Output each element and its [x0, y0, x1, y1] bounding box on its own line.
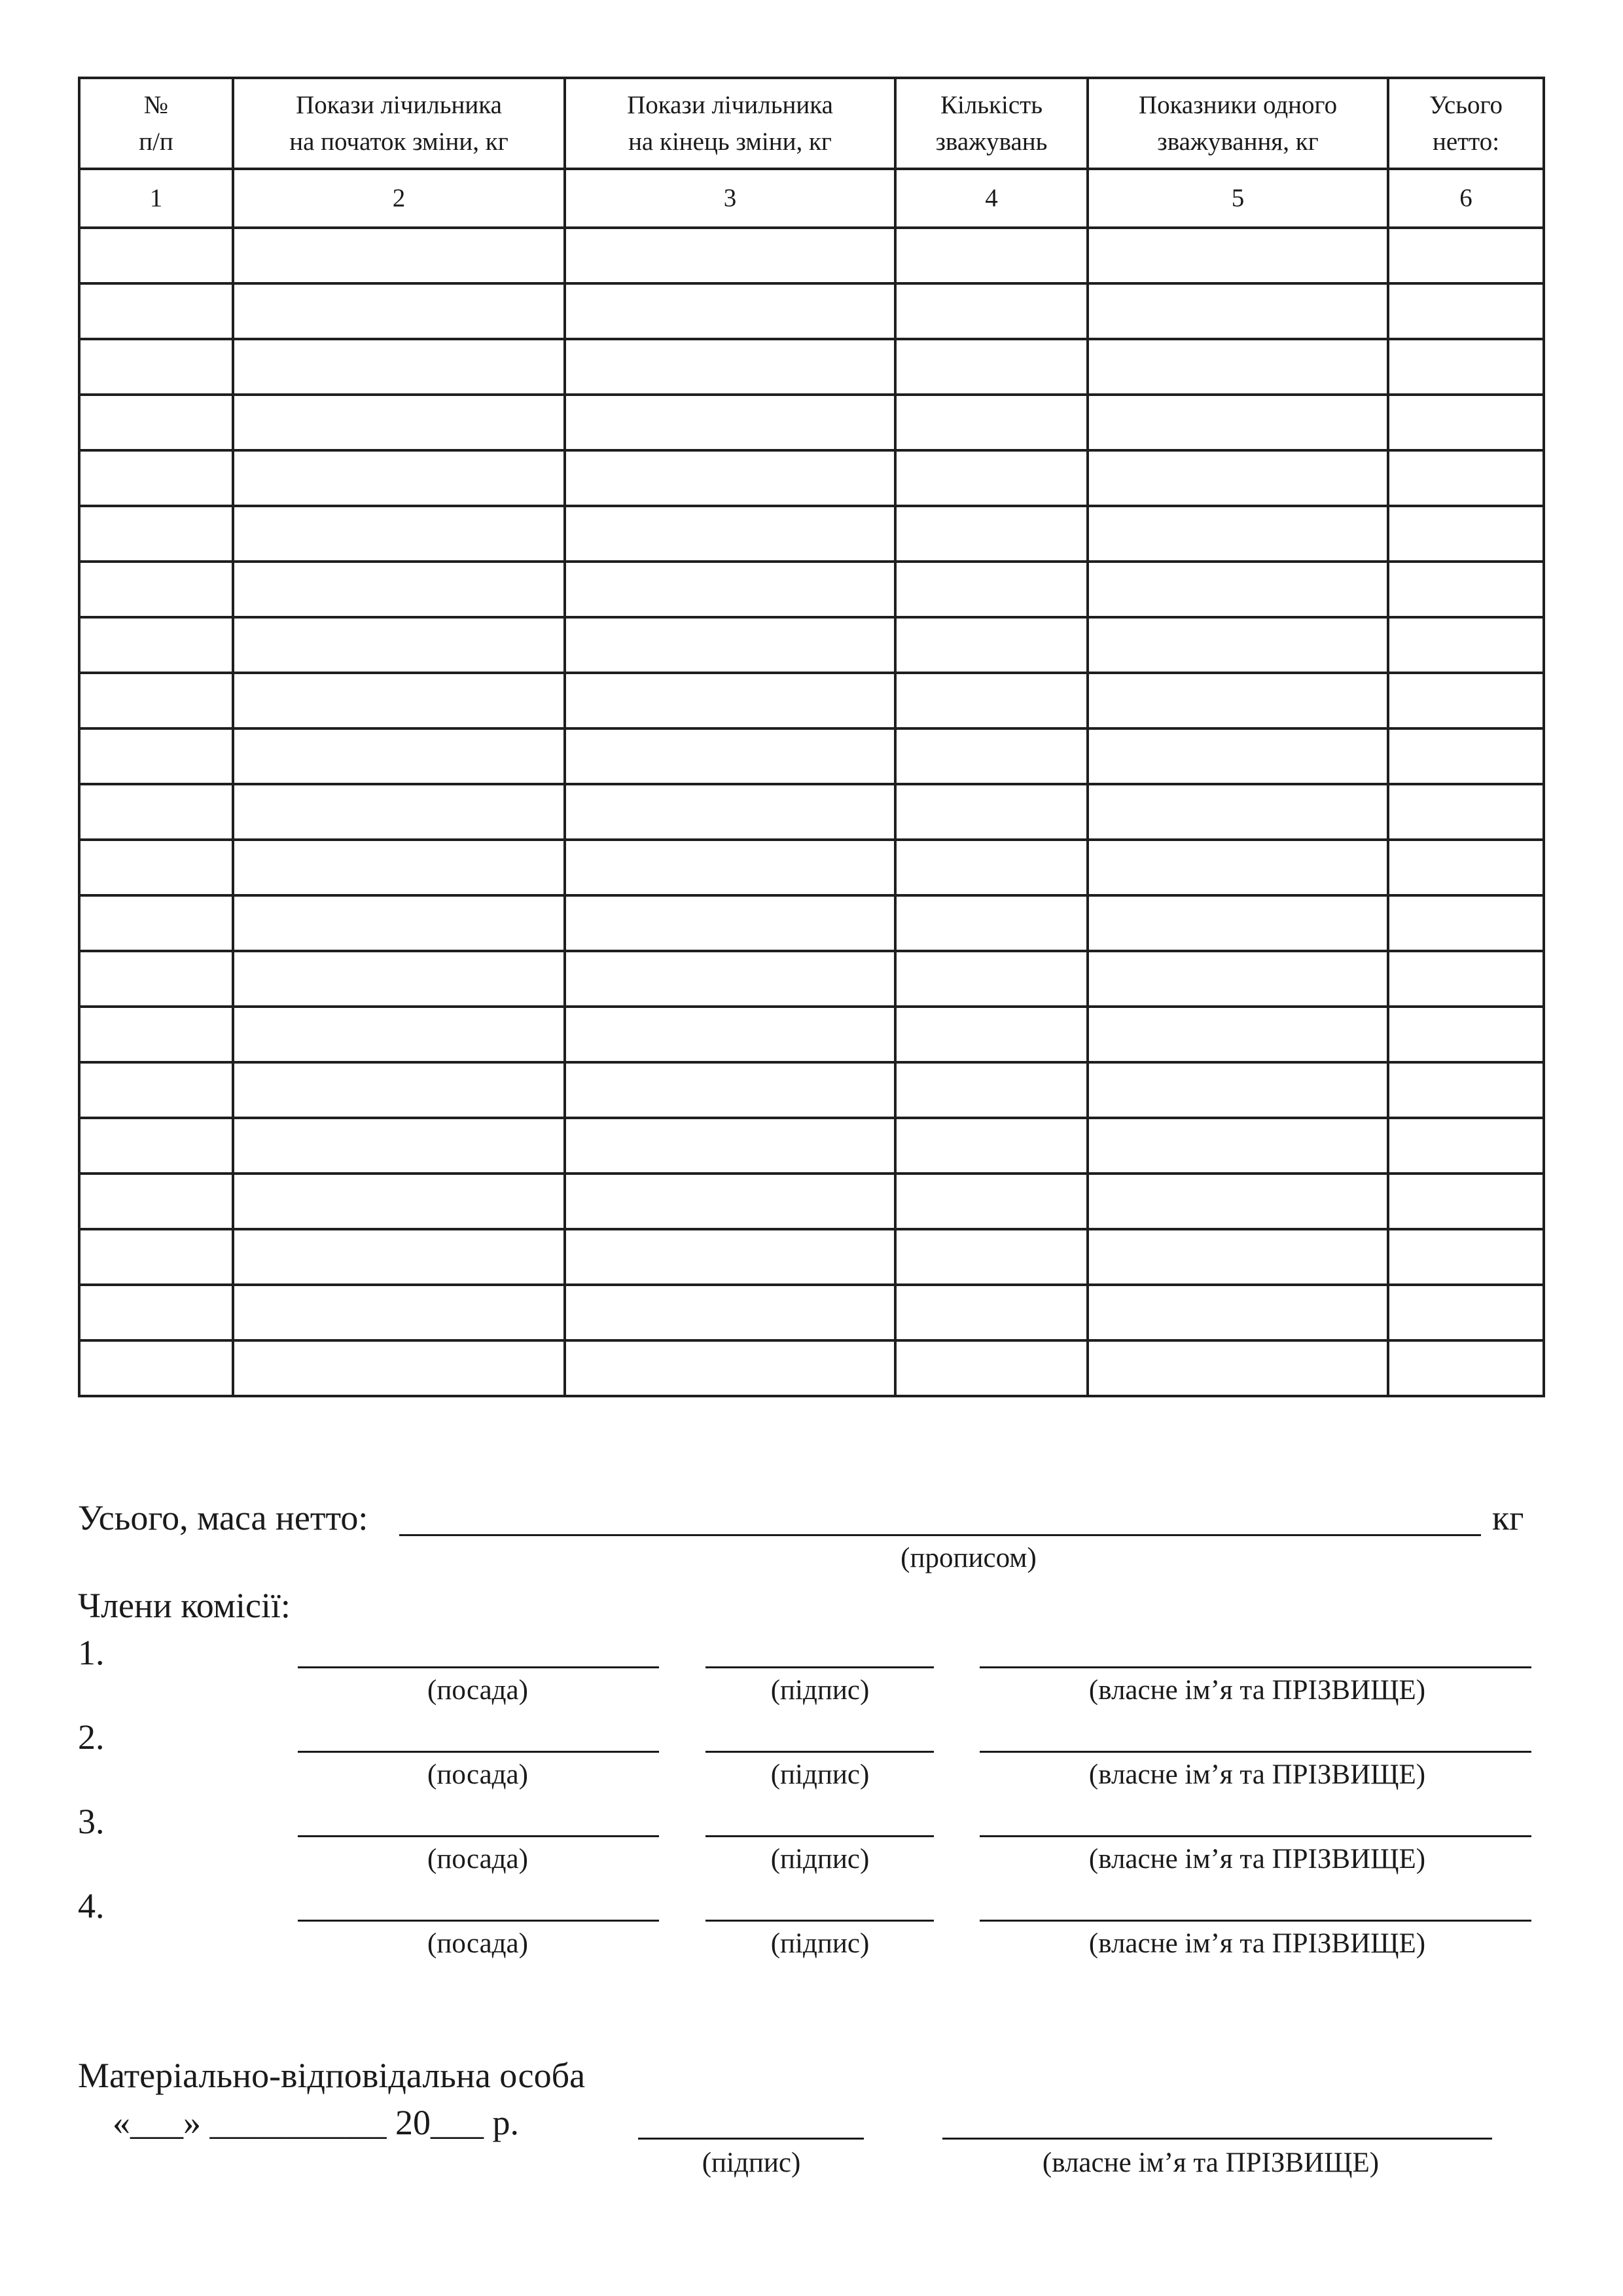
table-cell[interactable]: [79, 562, 233, 617]
table-cell[interactable]: [895, 673, 1088, 728]
table-cell[interactable]: [895, 1118, 1088, 1174]
table-cell[interactable]: [1088, 1062, 1388, 1118]
table-cell[interactable]: [565, 562, 895, 617]
table-cell[interactable]: [79, 840, 233, 895]
table-cell[interactable]: [1388, 840, 1544, 895]
table-cell[interactable]: [565, 506, 895, 562]
table-row: [79, 673, 1544, 728]
table-cell[interactable]: [233, 673, 565, 728]
member-signature-caption: (підпис): [770, 1844, 870, 1874]
table-cell[interactable]: [1088, 1229, 1388, 1285]
table-cell[interactable]: [1388, 895, 1544, 951]
member-name-line[interactable]: [980, 1835, 1531, 1837]
table-cell[interactable]: [895, 395, 1088, 450]
table-cell[interactable]: [1388, 1007, 1544, 1062]
member-name-caption: (власне ім’я та ПРІЗВИЩЕ): [1088, 1844, 1426, 1874]
table-cell[interactable]: [233, 1062, 565, 1118]
table-cell[interactable]: [79, 1007, 233, 1062]
table-cell[interactable]: [565, 1174, 895, 1229]
table-cell[interactable]: [233, 1007, 565, 1062]
table-row: [79, 895, 1544, 951]
table-row: [79, 1285, 1544, 1340]
responsible-name-line[interactable]: [942, 2138, 1492, 2140]
table-cell[interactable]: [565, 228, 895, 283]
table-cell[interactable]: [565, 1229, 895, 1285]
table-cell[interactable]: [895, 283, 1088, 339]
table-cell[interactable]: [565, 450, 895, 506]
table-cell[interactable]: [895, 840, 1088, 895]
table-cell[interactable]: [565, 1118, 895, 1174]
table-cell[interactable]: [79, 339, 233, 395]
table-cell[interactable]: [895, 1285, 1088, 1340]
member-signature-line[interactable]: [705, 1920, 934, 1922]
responsible-person-title: Матеріально-відповідальна особа: [78, 2056, 586, 2095]
table-cell[interactable]: [1388, 1285, 1544, 1340]
table-cell[interactable]: [895, 728, 1088, 784]
table-cell[interactable]: [895, 1007, 1088, 1062]
table-cell[interactable]: [565, 1285, 895, 1340]
table-cell[interactable]: [1388, 395, 1544, 450]
table-cell[interactable]: [1088, 784, 1388, 840]
table-cell[interactable]: [565, 283, 895, 339]
table-cell[interactable]: [1088, 951, 1388, 1007]
header-cell-total-net: Усього нетто:: [1388, 78, 1544, 169]
table-cell[interactable]: [565, 1340, 895, 1396]
member-signature-line[interactable]: [705, 1666, 934, 1668]
table-row: [79, 506, 1544, 562]
table-cell[interactable]: [565, 895, 895, 951]
table-row: [79, 1118, 1544, 1174]
table-cell[interactable]: [233, 840, 565, 895]
table-cell[interactable]: [1088, 895, 1388, 951]
total-net-unit: кг: [1492, 1498, 1524, 1537]
table-cell[interactable]: [233, 283, 565, 339]
table-cell[interactable]: [1388, 1229, 1544, 1285]
table-cell[interactable]: [233, 450, 565, 506]
header-cell-meter-start: Покази лічильника на початок зміни, кг: [233, 78, 565, 169]
table-cell[interactable]: [1088, 840, 1388, 895]
total-net-caption: (прописом): [901, 1543, 1037, 1573]
weighing-table: [78, 77, 1545, 1397]
table-cell[interactable]: [1088, 450, 1388, 506]
table-cell[interactable]: [895, 895, 1088, 951]
table-cell[interactable]: [1388, 1062, 1544, 1118]
table-cell[interactable]: [233, 895, 565, 951]
table-row: [79, 784, 1544, 840]
table-cell[interactable]: [895, 1340, 1088, 1396]
table-cell[interactable]: [895, 506, 1088, 562]
table-cell[interactable]: [565, 395, 895, 450]
header-cell-single-weighing: Показники одного зважування, кг: [1088, 78, 1388, 169]
table-cell[interactable]: [895, 1062, 1088, 1118]
column-number: 2: [233, 169, 565, 228]
member-signature-line[interactable]: [705, 1835, 934, 1837]
table-cell[interactable]: [1388, 228, 1544, 283]
member-position-line[interactable]: [298, 1666, 659, 1668]
table-cell[interactable]: [79, 1118, 233, 1174]
table-row: [79, 1340, 1544, 1396]
table-cell[interactable]: [1088, 617, 1388, 673]
table-cell[interactable]: [1388, 562, 1544, 617]
table-cell[interactable]: [1388, 617, 1544, 673]
table-cell[interactable]: [1088, 673, 1388, 728]
member-name-caption: (власне ім’я та ПРІЗВИЩЕ): [1088, 1759, 1426, 1790]
table-cell[interactable]: [233, 728, 565, 784]
table-cell[interactable]: [895, 617, 1088, 673]
table-cell[interactable]: [1088, 1174, 1388, 1229]
member-signature-caption: (підпис): [770, 1675, 870, 1706]
table-cell[interactable]: [895, 951, 1088, 1007]
total-net-label: Усього, маса нетто:: [78, 1498, 368, 1537]
table-cell[interactable]: [1088, 1007, 1388, 1062]
table-cell[interactable]: [233, 1118, 565, 1174]
member-number: 4.: [78, 1886, 105, 1926]
table-cell[interactable]: [233, 1229, 565, 1285]
member-number: 2.: [78, 1717, 105, 1757]
column-number: 1: [79, 169, 233, 228]
table-cell[interactable]: [565, 951, 895, 1007]
member-position-caption: (посада): [427, 1675, 528, 1706]
table-cell[interactable]: [565, 840, 895, 895]
responsible-name-caption: (власне ім’я та ПРІЗВИЩЕ): [1042, 2147, 1380, 2178]
table-cell[interactable]: [1388, 339, 1544, 395]
table-cell[interactable]: [565, 784, 895, 840]
table-cell[interactable]: [895, 339, 1088, 395]
table-cell[interactable]: [79, 283, 233, 339]
table-row: [79, 1007, 1544, 1062]
member-position-line[interactable]: [298, 1920, 659, 1922]
table-cell[interactable]: [1388, 784, 1544, 840]
table-cell[interactable]: [1388, 506, 1544, 562]
member-position-caption: (посада): [427, 1844, 528, 1874]
member-signature-caption: (підпис): [770, 1759, 870, 1790]
member-number: 1.: [78, 1633, 105, 1672]
column-number-row: [79, 169, 1544, 228]
responsible-signature-line[interactable]: [638, 2138, 864, 2140]
table-cell[interactable]: [1088, 562, 1388, 617]
table-row: [79, 283, 1544, 339]
header-cell-meter-end: Покази лічильника на кінець зміни, кг: [565, 78, 895, 169]
table-cell[interactable]: [1388, 1340, 1544, 1396]
member-name-caption: (власне ім’я та ПРІЗВИЩЕ): [1088, 1928, 1426, 1959]
table-cell[interactable]: [1088, 1285, 1388, 1340]
table-row: [79, 1174, 1544, 1229]
header-cell-weighings-count: Кількість зважувань: [895, 78, 1088, 169]
responsible-signature-caption: (підпис): [702, 2147, 801, 2178]
table-cell[interactable]: [895, 562, 1088, 617]
table-row: [79, 1229, 1544, 1285]
commission-title: Члени комісії:: [78, 1586, 291, 1625]
table-cell[interactable]: [1088, 506, 1388, 562]
table-cell[interactable]: [895, 450, 1088, 506]
table-cell[interactable]: [79, 784, 233, 840]
table-row: [79, 395, 1544, 450]
table-cell[interactable]: [79, 951, 233, 1007]
table-cell[interactable]: [1388, 728, 1544, 784]
column-number: 4: [895, 169, 1088, 228]
table-cell[interactable]: [565, 673, 895, 728]
table-cell[interactable]: [233, 1174, 565, 1229]
table-cell[interactable]: [79, 395, 233, 450]
table-cell[interactable]: [1088, 283, 1388, 339]
table-cell[interactable]: [79, 450, 233, 506]
table-row: [79, 562, 1544, 617]
member-position-line[interactable]: [298, 1751, 659, 1753]
table-row: [79, 339, 1544, 395]
total-net-input-line[interactable]: [399, 1534, 1481, 1536]
header-cell-number: № п/п: [79, 78, 233, 169]
table-cell[interactable]: [1088, 1118, 1388, 1174]
table-cell[interactable]: [565, 617, 895, 673]
table-cell[interactable]: [895, 784, 1088, 840]
table-cell[interactable]: [233, 395, 565, 450]
date-field[interactable]: «___» __________ 20___ р.: [113, 2103, 519, 2142]
table-cell[interactable]: [79, 1062, 233, 1118]
table-cell[interactable]: [79, 1174, 233, 1229]
table-row: [79, 1062, 1544, 1118]
table-cell[interactable]: [1388, 283, 1544, 339]
column-number: 5: [1088, 169, 1388, 228]
table-cell[interactable]: [1088, 228, 1388, 283]
member-position-line[interactable]: [298, 1835, 659, 1837]
table-cell[interactable]: [79, 895, 233, 951]
table-cell[interactable]: [1088, 1340, 1388, 1396]
table-cell[interactable]: [1388, 1174, 1544, 1229]
table-cell[interactable]: [565, 339, 895, 395]
table-cell[interactable]: [233, 228, 565, 283]
table-cell[interactable]: [1088, 728, 1388, 784]
table-cell[interactable]: [895, 1229, 1088, 1285]
table-cell[interactable]: [565, 1062, 895, 1118]
table-row: [79, 728, 1544, 784]
table-row: [79, 951, 1544, 1007]
table-cell[interactable]: [79, 1285, 233, 1340]
table-cell[interactable]: [565, 1007, 895, 1062]
table-cell[interactable]: [79, 506, 233, 562]
member-signature-line[interactable]: [705, 1751, 934, 1753]
member-signature-caption: (підпис): [770, 1928, 870, 1959]
table-cell[interactable]: [79, 228, 233, 283]
table-cell[interactable]: [233, 506, 565, 562]
member-name-caption: (власне ім’я та ПРІЗВИЩЕ): [1088, 1675, 1426, 1706]
member-position-caption: (посада): [427, 1759, 528, 1790]
table-cell[interactable]: [1388, 1118, 1544, 1174]
table-cell[interactable]: [1388, 951, 1544, 1007]
member-name-line[interactable]: [980, 1751, 1531, 1753]
member-position-caption: (посада): [427, 1928, 528, 1959]
table-cell[interactable]: [233, 617, 565, 673]
table-cell[interactable]: [1388, 450, 1544, 506]
table-row: [79, 450, 1544, 506]
table-row: [79, 617, 1544, 673]
table-cell[interactable]: [79, 617, 233, 673]
table-cell[interactable]: [233, 951, 565, 1007]
table-row: [79, 840, 1544, 895]
table-cell[interactable]: [895, 228, 1088, 283]
member-number: 3.: [78, 1802, 105, 1841]
table-cell[interactable]: [79, 673, 233, 728]
table-cell[interactable]: [233, 339, 565, 395]
table-cell[interactable]: [895, 1174, 1088, 1229]
table-cell[interactable]: [233, 562, 565, 617]
member-name-line[interactable]: [980, 1666, 1531, 1668]
table-cell[interactable]: [79, 728, 233, 784]
table-cell[interactable]: [233, 1285, 565, 1340]
table-cell[interactable]: [1388, 673, 1544, 728]
table-cell[interactable]: [1088, 395, 1388, 450]
column-number: 3: [565, 169, 895, 228]
member-name-line[interactable]: [980, 1920, 1531, 1922]
table-cell[interactable]: [565, 728, 895, 784]
table-cell[interactable]: [233, 784, 565, 840]
table-header-row: [79, 78, 1544, 169]
table-cell[interactable]: [233, 1340, 565, 1396]
table-row: [79, 228, 1544, 283]
table-cell[interactable]: [1088, 339, 1388, 395]
table-cell[interactable]: [79, 1229, 233, 1285]
table-cell[interactable]: [79, 1340, 233, 1396]
column-number: 6: [1388, 169, 1544, 228]
